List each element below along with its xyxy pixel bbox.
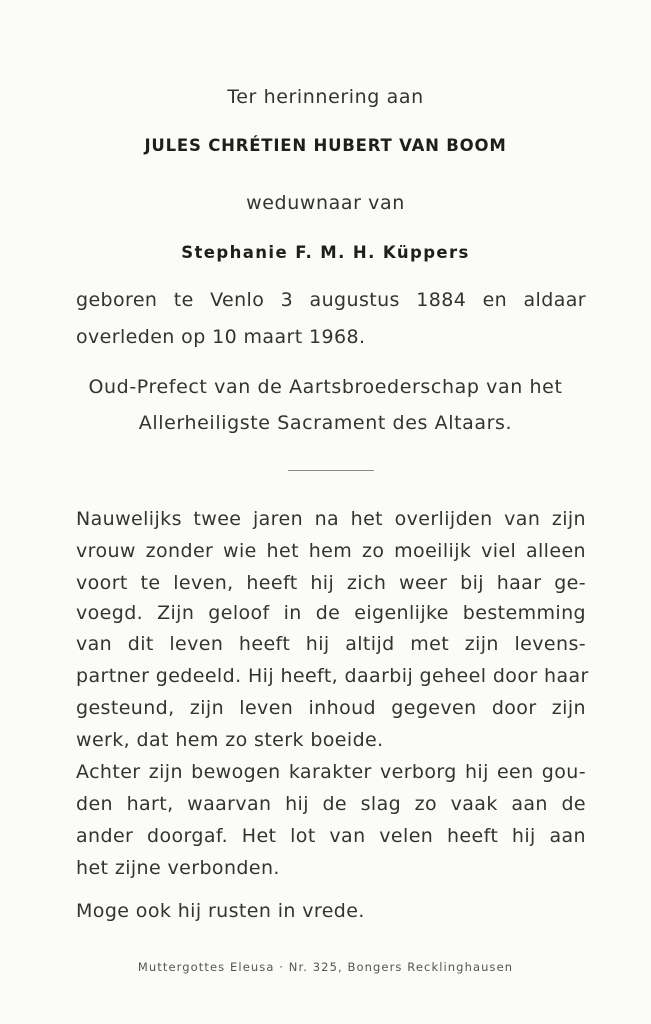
text-line: voort te leven, heeft hij zich weer bij haar ge- bbox=[76, 572, 586, 594]
divider-rule bbox=[288, 470, 374, 471]
title-line-2: Allerheiligste Sacrament des Altaars. bbox=[138, 412, 513, 434]
text-line: den hart, waarvan hij de slag zo vaak aan de bbox=[76, 793, 586, 815]
text-line: voegd. Zijn geloof in de eigenlijke bestemming bbox=[76, 602, 586, 624]
text-line: partner gedeeld. Hij heeft, daarbij geheel door haar bbox=[76, 665, 589, 687]
life-dates-line-2: overleden op 10 maart 1968. bbox=[76, 326, 366, 348]
text-line: Nauwelijks twee jaren na het overlijden van zijn bbox=[76, 508, 586, 530]
text-line: vrouw zonder wie het hem zo moeilijk viel alleen bbox=[76, 540, 586, 562]
widower-of-label: weduwnaar van bbox=[246, 192, 405, 214]
printer-footer: Muttergottes Eleusa · Nr. 325, Bongers Recklinghausen bbox=[137, 960, 514, 974]
text-line: van dit leven heeft hij altijd met zijn levens- bbox=[76, 633, 586, 655]
text-line: werk, dat hem zo sterk boeide. bbox=[76, 729, 384, 751]
deceased-name: JULES CHRÉTIEN HUBERT VAN BOOM bbox=[144, 136, 507, 155]
remembrance-heading: Ter herinnering aan bbox=[227, 86, 424, 108]
text-line: Achter zijn bewogen karakter verborg hij een gou- bbox=[76, 761, 586, 783]
spouse-name: Stephanie F. M. H. Küppers bbox=[181, 243, 470, 262]
text-line: het zijne verbonden. bbox=[76, 857, 280, 879]
text-line: ander doorgaf. Het lot van velen heeft hij aan bbox=[76, 825, 586, 847]
closing-blessing: Moge ook hij rusten in vrede. bbox=[76, 900, 365, 922]
life-dates-line-1: geboren te Venlo 3 augustus 1884 en aldaar bbox=[76, 289, 586, 311]
title-line-1: Oud-Prefect van de Aartsbroederschap van het bbox=[88, 376, 563, 398]
text-line: gesteund, zijn leven inhoud gegeven door zijn bbox=[76, 697, 586, 719]
